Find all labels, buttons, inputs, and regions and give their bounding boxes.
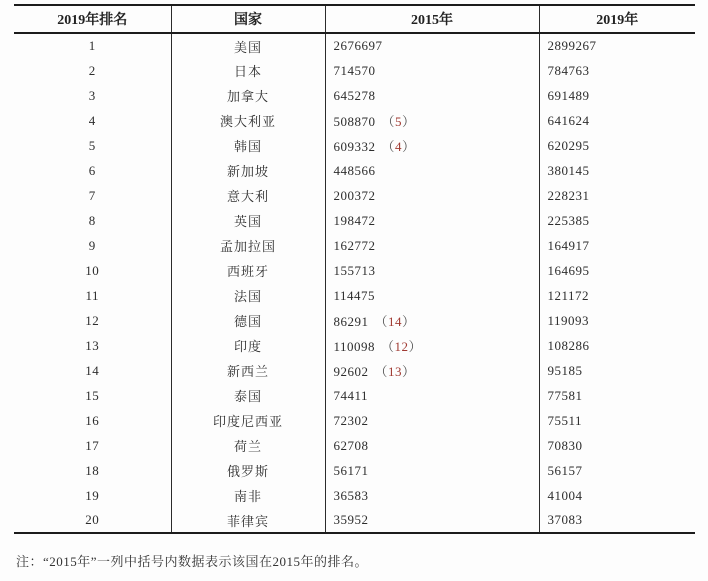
value-2015-cell — [325, 108, 539, 133]
value-2019: 121172 — [547, 287, 590, 303]
value-2019-cell — [539, 483, 695, 508]
country-cell: 德国 — [171, 308, 325, 333]
value-2015: 645278 — [333, 87, 376, 103]
note-close-paren: ） — [408, 339, 423, 354]
value-2015: 72302 — [333, 412, 369, 428]
value-2019-cell — [539, 208, 695, 233]
rank-2019-cell: 15 — [14, 383, 171, 408]
rank-2019-cell: 13 — [14, 333, 171, 358]
value-2015: 162772 — [333, 237, 376, 253]
value-2019: 119093 — [547, 312, 590, 328]
note-open-paren: （ — [381, 114, 396, 129]
value-2015: 74411 — [333, 387, 369, 403]
rank-2019-cell: 1 — [14, 33, 171, 58]
rank-2019-cell: 18 — [14, 458, 171, 483]
country-cell: 印度 — [171, 333, 325, 358]
value-2019: 641624 — [547, 112, 590, 128]
value-2019: 2899267 — [547, 38, 597, 53]
value-2019: 784763 — [547, 62, 590, 78]
table-row — [14, 408, 695, 433]
value-2015: 155713 — [333, 262, 376, 278]
table-row — [14, 133, 695, 158]
rank-2019-cell: 8 — [14, 208, 171, 233]
country-cell: 印度尼西亚 — [171, 408, 325, 433]
note-rank-number: 4 — [395, 139, 403, 154]
note-close-paren: ） — [402, 139, 416, 154]
value-2015-cell — [325, 133, 539, 158]
value-2015: 62708 — [333, 437, 369, 453]
value-2019: 691489 — [547, 87, 590, 103]
col-header-2019-rank: 2019年排名 — [14, 5, 171, 33]
note-rank-number: 13 — [388, 364, 403, 379]
rank-2019-cell: 10 — [14, 258, 171, 283]
value-2015-cell — [325, 483, 539, 508]
value-2015-cell — [325, 408, 539, 433]
note-open-paren: （ — [374, 314, 389, 329]
country-cell: 俄罗斯 — [171, 458, 325, 483]
value-2019-cell — [539, 133, 695, 158]
rank-2019-cell: 16 — [14, 408, 171, 433]
value-2019: 70830 — [547, 437, 583, 453]
country-cell: 荷兰 — [171, 433, 325, 458]
value-2019-cell — [539, 508, 695, 533]
rank-2019-cell: 20 — [14, 508, 171, 533]
value-2015: 110098 — [333, 339, 376, 354]
value-2019: 380145 — [547, 162, 590, 178]
rank-2019-cell: 17 — [14, 433, 171, 458]
country-cell: 新西兰 — [171, 358, 325, 383]
value-2015-cell — [325, 58, 539, 83]
header-row — [14, 5, 695, 33]
value-2015: 92602 — [333, 364, 369, 379]
country-cell: 西班牙 — [171, 258, 325, 283]
col-header-2019: 2019年 — [539, 5, 695, 33]
table-row — [14, 508, 695, 533]
country-cell: 孟加拉国 — [171, 233, 325, 258]
value-2019-cell — [539, 333, 695, 358]
value-2015: 36583 — [333, 487, 369, 503]
table-row — [14, 283, 695, 308]
value-2015: 56171 — [333, 462, 369, 478]
table-row — [14, 83, 695, 108]
value-2019-cell — [539, 158, 695, 183]
rank-2019-cell: 6 — [14, 158, 171, 183]
value-2015-cell — [325, 208, 539, 233]
note-close-paren: ） — [402, 314, 416, 329]
value-2019-cell — [539, 408, 695, 433]
note-close-paren: ） — [402, 114, 416, 129]
value-2015: 2676697 — [333, 38, 383, 53]
value-2019: 37083 — [547, 512, 583, 527]
rank-2019-cell: 4 — [14, 108, 171, 133]
value-2019: 225385 — [547, 212, 590, 228]
table-row — [14, 458, 695, 483]
country-cell: 意大利 — [171, 183, 325, 208]
value-2019-cell — [539, 383, 695, 408]
value-2019: 164917 — [547, 237, 590, 253]
value-2015: 86291 — [333, 314, 369, 329]
value-2019: 41004 — [547, 487, 583, 503]
note-open-paren: （ — [374, 364, 389, 379]
rank-2019-cell: 12 — [14, 308, 171, 333]
value-2019: 56157 — [547, 462, 583, 478]
country-cell: 新加坡 — [171, 158, 325, 183]
value-2019-cell — [539, 283, 695, 308]
value-2015-cell — [325, 258, 539, 283]
value-2015: 200372 — [333, 187, 376, 203]
value-2015: 508870 — [333, 114, 376, 129]
table-row — [14, 208, 695, 233]
table-row — [14, 158, 695, 183]
table-row — [14, 33, 695, 58]
rank-2019-cell: 11 — [14, 283, 171, 308]
value-2019: 95185 — [547, 362, 583, 378]
rank-2019-cell: 5 — [14, 133, 171, 158]
value-2019-cell — [539, 458, 695, 483]
value-2015-cell — [325, 458, 539, 483]
rank-2015-note — [382, 114, 416, 129]
table-row — [14, 308, 695, 333]
value-2019: 77581 — [547, 387, 583, 403]
rank-2019-cell: 3 — [14, 83, 171, 108]
table-footnote: 注：“2015年”一列中括号内数据表示该国在2015年的排名。 — [16, 554, 369, 569]
note-open-paren: （ — [381, 339, 395, 354]
table-header — [14, 5, 695, 33]
note-rank-number: 5 — [395, 114, 403, 129]
table-row — [14, 108, 695, 133]
value-2015-cell — [325, 158, 539, 183]
value-2019: 228231 — [547, 187, 590, 203]
rank-2015-note — [375, 314, 416, 329]
value-2019-cell — [539, 183, 695, 208]
value-2019-cell — [539, 83, 695, 108]
table-row — [14, 258, 695, 283]
table-row — [14, 183, 695, 208]
country-cell: 菲律宾 — [171, 508, 325, 533]
value-2015-cell — [325, 83, 539, 108]
country-cell: 英国 — [171, 208, 325, 233]
value-2019-cell — [539, 308, 695, 333]
value-2015-cell — [325, 308, 539, 333]
value-2015-cell — [325, 183, 539, 208]
value-2015-cell — [325, 508, 539, 533]
ranking-table-container — [14, 4, 695, 534]
country-cell: 法国 — [171, 283, 325, 308]
value-2015: 198472 — [333, 212, 376, 228]
col-header-2015: 2015年 — [325, 5, 539, 33]
rank-2019-cell: 2 — [14, 58, 171, 83]
value-2019-cell — [539, 433, 695, 458]
country-ranking-table — [14, 4, 695, 534]
value-2015: 448566 — [333, 162, 376, 178]
table-row — [14, 233, 695, 258]
col-header-country: 国家 — [171, 5, 325, 33]
country-cell: 韩国 — [171, 133, 325, 158]
value-2015-cell — [325, 383, 539, 408]
value-2019-cell — [539, 258, 695, 283]
note-close-paren: ） — [402, 364, 416, 379]
value-2015: 35952 — [333, 512, 369, 527]
value-2019-cell — [539, 233, 695, 258]
value-2019-cell — [539, 108, 695, 133]
table-row — [14, 358, 695, 383]
value-2019: 75511 — [547, 412, 583, 428]
table-row — [14, 433, 695, 458]
value-2015-cell — [325, 358, 539, 383]
value-2015-cell — [325, 233, 539, 258]
rank-2019-cell: 9 — [14, 233, 171, 258]
country-cell: 美国 — [171, 33, 325, 58]
value-2015: 609332 — [333, 139, 376, 154]
note-rank-number: 12 — [394, 339, 409, 354]
value-2015-cell — [325, 33, 539, 58]
country-cell: 加拿大 — [171, 83, 325, 108]
rank-2019-cell: 7 — [14, 183, 171, 208]
value-2015-cell — [325, 433, 539, 458]
value-2015: 114475 — [333, 287, 376, 303]
value-2019: 108286 — [547, 337, 590, 353]
rank-2015-note — [382, 139, 416, 154]
country-cell: 南非 — [171, 483, 325, 508]
table-body — [14, 33, 695, 533]
rank-2015-note — [375, 364, 416, 379]
rank-2019-cell: 19 — [14, 483, 171, 508]
value-2019: 164695 — [547, 262, 590, 278]
table-row — [14, 333, 695, 358]
table-row — [14, 58, 695, 83]
value-2015-cell — [325, 333, 539, 358]
value-2019-cell — [539, 58, 695, 83]
note-rank-number: 14 — [388, 314, 403, 329]
country-cell: 日本 — [171, 58, 325, 83]
table-row — [14, 483, 695, 508]
country-cell: 泰国 — [171, 383, 325, 408]
note-open-paren: （ — [381, 139, 396, 154]
value-2015-cell — [325, 283, 539, 308]
value-2019: 620295 — [547, 137, 590, 153]
rank-2015-note — [381, 339, 422, 354]
country-cell: 澳大利亚 — [171, 108, 325, 133]
rank-2019-cell: 14 — [14, 358, 171, 383]
table-row — [14, 383, 695, 408]
value-2019-cell — [539, 358, 695, 383]
value-2015: 714570 — [333, 62, 376, 78]
value-2019-cell — [539, 33, 695, 58]
